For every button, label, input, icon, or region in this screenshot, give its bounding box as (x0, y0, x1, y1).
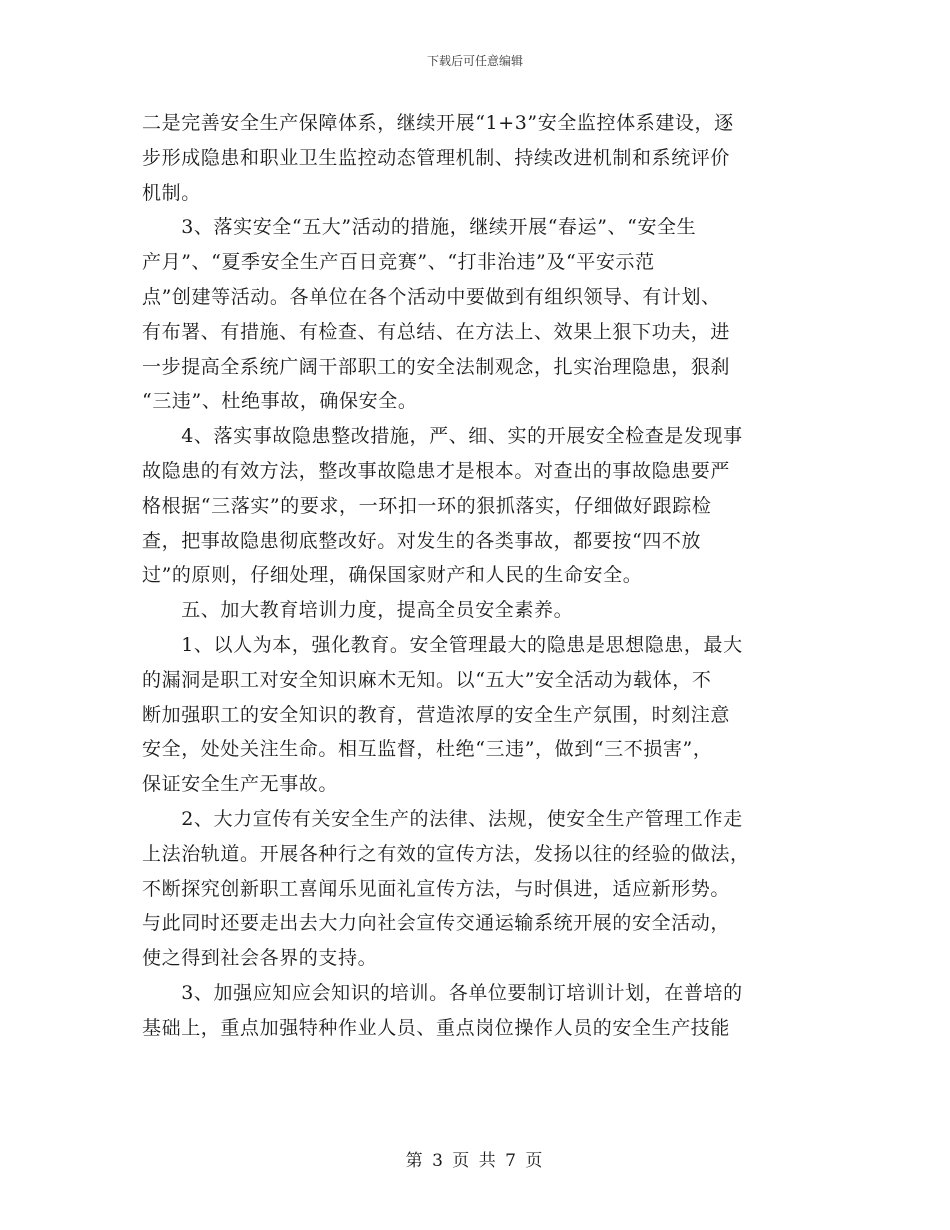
text-line: 有布署、有措施、有检查、有总结、在方法上、效果上狠下功夫，进 (142, 320, 731, 343)
text-line: 上法治轨道。开展各种行之有效的宣传方法，发扬以往的经验的做法， (142, 842, 750, 865)
text-line: “三违”、杜绝事故，确保安全。 (142, 390, 418, 413)
text-line: 断加强职工的安全知识的教育，营造浓厚的安全生产氛围，时刻注意 (142, 703, 731, 726)
text-line: 3、加强应知应会知识的培训。各单位要制订培训计划，在普培的 (142, 981, 743, 1004)
text-line: 安全，处处关注生命。相互监督，杜绝“三违”，做到“三不损害”， (142, 738, 713, 761)
text-line: 机制。 (142, 181, 201, 204)
text-line: 3、落实安全“五大”活动的措施，继续开展“春运”、“安全生 (142, 216, 697, 239)
text-line: 一步提高全系统广阔干部职工的安全法制观念，扎实治理隐患，狠刹 (142, 355, 731, 378)
body-text (142, 106, 802, 1046)
text-line: 步形成隐患和职业卫生监控动态管理机制、持续改进机制和系统评价 (142, 146, 731, 169)
text-line: 点”创建等活动。各单位在各个活动中要做到有组织领导、有计划、 (142, 285, 721, 308)
text-line: 格根据“三落实”的要求，一环扣一环的狠抓落实，仔细做好跟踪检 (142, 494, 712, 517)
text-line: 4、落实事故隐患整改措施，严、细、实的开展安全检查是发现事 (142, 425, 743, 448)
page-header: 下载后可任意编辑 (426, 54, 523, 68)
text-line: 五、加大教育培训力度，提高全员安全素养。 (142, 599, 574, 622)
text-line: 1、以人为本，强化教育。安全管理最大的隐患是思想隐患，最大 (142, 633, 743, 656)
text-line: 2、大力宣传有关安全生产的法律、法规，使安全生产管理工作走 (142, 807, 743, 830)
text-line: 查，把事故隐患彻底整改好。对发生的各类事故，都要按“四不放 (142, 529, 702, 552)
text-line: 产月”、“夏季安全生产百日竞赛”、“打非治违”及“平安示范 (142, 251, 655, 274)
text-line: 基础上，重点加强特种作业人员、重点岗位操作人员的安全生产技能 (142, 1016, 731, 1039)
text-line: 的漏洞是职工对安全知识麻木无知。以“五大”安全活动为载体，不 (142, 668, 712, 691)
text-line: 过”的原则，仔细处理，确保国家财产和人民的生命安全。 (142, 564, 643, 587)
text-line: 故隐患的有效方法，整改事故隐患才是根本。对查出的事故隐患要严 (142, 459, 731, 482)
text-line: 二是完善安全生产保障体系，继续开展“1+3”安全监控体系建设，逐 (142, 112, 734, 134)
text-line: 使之得到社会各界的支持。 (142, 947, 378, 970)
text-line: 保证安全生产无事故。 (142, 773, 339, 796)
text-line: 与此同时还要走出去大力向社会宣传交通运输系统开展的安全活动， (142, 912, 731, 935)
text-line: 不断探究创新职工喜闻乐见面礼宣传方法，与时俱进，适应新形势。 (142, 877, 731, 900)
page-footer: 第 3 页 共 7 页 (405, 1151, 545, 1171)
